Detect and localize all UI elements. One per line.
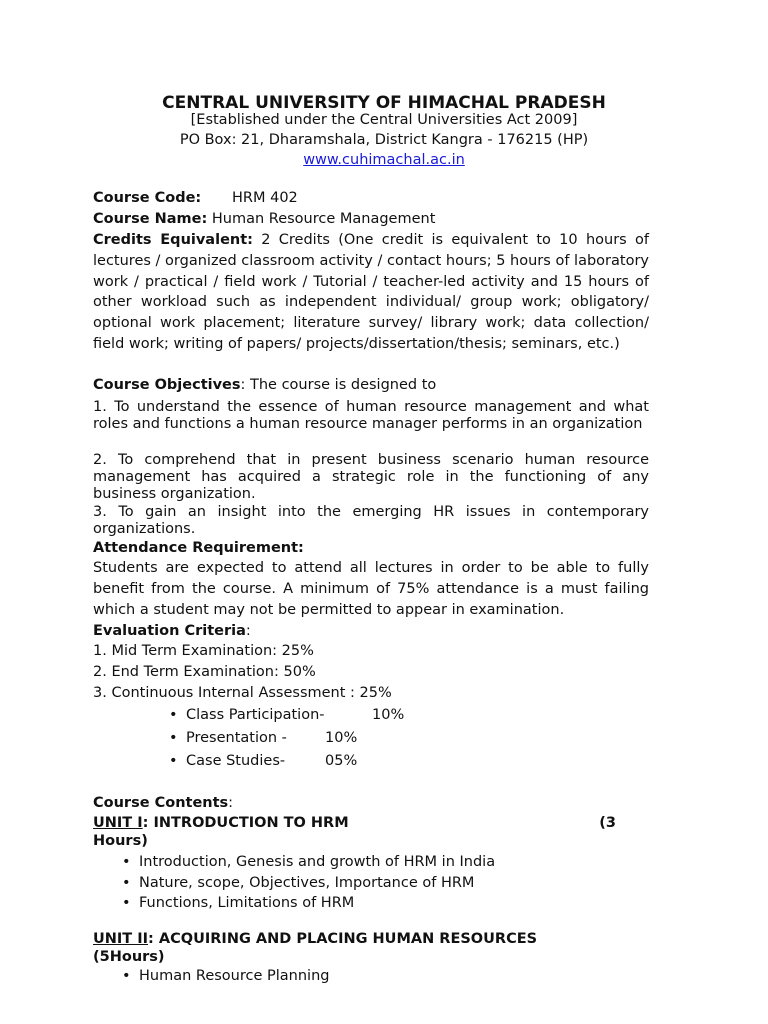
unit-1-hours-open: (3 bbox=[599, 815, 616, 831]
course-code-line bbox=[93, 188, 649, 209]
assessment-item: • Class Participation- 10% bbox=[186, 704, 404, 727]
course-code-label: Course Code: bbox=[93, 190, 202, 206]
unit-1-label: UNIT I bbox=[93, 815, 143, 831]
address-line: PO Box: 21, Dharamshala, District Kangra - 176215 (HP) bbox=[179, 132, 589, 148]
course-code-value: HRM 402 bbox=[232, 190, 298, 206]
assessment-item: • Presentation - 10% bbox=[186, 727, 404, 750]
evaluation-item: 1. Mid Term Examination: 25% bbox=[93, 643, 314, 659]
topic-item: • Introduction, Genesis and growth of HRM in India bbox=[139, 852, 495, 873]
objectives-label: Course Objectives bbox=[93, 377, 241, 393]
attendance-text: Students are expected to attend all lectures in order to be able to fully benefit from the course. A minimum of 75% attendance is a must failing which a student may not be permitted to appear in examination. bbox=[93, 560, 649, 618]
evaluation-label: Evaluation Criteria bbox=[93, 623, 246, 639]
evaluation-heading bbox=[93, 621, 649, 642]
unit-2-topics bbox=[139, 966, 329, 987]
contents-label: Course Contents bbox=[93, 795, 229, 811]
objectives-intro: : The course is designed to bbox=[240, 377, 437, 393]
assessment-item: • Case Studies- 05% bbox=[186, 750, 404, 773]
topic-item: • Human Resource Planning bbox=[139, 966, 329, 987]
unit-2-hours: (5Hours) bbox=[93, 949, 165, 965]
course-name-line bbox=[93, 209, 649, 230]
course-name-value: Human Resource Management bbox=[211, 211, 436, 227]
unit-1-topics bbox=[139, 852, 495, 914]
credits-paragraph bbox=[93, 230, 649, 355]
unit-1-heading bbox=[93, 814, 616, 850]
topic-item: • Functions, Limitations of HRM bbox=[139, 893, 495, 914]
evaluation-colon: : bbox=[245, 623, 251, 639]
website-link[interactable]: www.cuhimachal.ac.in bbox=[303, 152, 465, 168]
contents-heading bbox=[93, 793, 649, 814]
unit-1-title: : INTRODUCTION TO HRM bbox=[142, 815, 349, 831]
objectives-heading bbox=[93, 375, 649, 396]
website-line bbox=[0, 150, 768, 170]
objective-2: 2. To comprehend that in present business scenario human resource management has acquired a strategic role in the functioning of any business organization. bbox=[93, 452, 649, 502]
established-note: [Established under the Central Universities Act 2009] bbox=[190, 112, 578, 128]
topic-item: • Nature, scope, Objectives, Importance of HRM bbox=[139, 873, 495, 894]
university-title: CENTRAL UNIVERSITY OF HIMACHAL PRADESH bbox=[162, 93, 606, 113]
unit-2-label: UNIT II bbox=[93, 931, 149, 947]
unit-1-hours-close: Hours) bbox=[93, 833, 148, 849]
contents-colon: : bbox=[228, 795, 234, 811]
objective-3: 3. To gain an insight into the emerging HR issues in contemporary organizations. bbox=[93, 504, 649, 537]
evaluation-item: 2. End Term Examination: 50% bbox=[93, 664, 316, 680]
course-name-label: Course Name: bbox=[93, 211, 208, 227]
unit-2-heading bbox=[93, 930, 693, 966]
credits-text: 2 Credits (One credit is equivalent to 10 hours of lectures / organized classroom activity / contact hours; 5 hours of laboratory work / practical / field work / Tutorial / teacher-led activity and 15 hours of other workload such as independent individual/ group work; obligatory/ optional work placement; literature survey/ library work; data collection/ field work; writing of papers/ projects/dissertation/thesis; seminars, etc.) bbox=[93, 232, 649, 352]
evaluation-item: 3. Continuous Internal Assessment : 25% bbox=[93, 685, 392, 701]
objective-1: 1. To understand the essence of human resource management and what roles and functions a human resource manager performs in an organization bbox=[93, 399, 649, 432]
attendance-heading: Attendance Requirement: bbox=[93, 540, 304, 556]
evaluation-list bbox=[93, 641, 649, 704]
credits-label: Credits Equivalent: bbox=[93, 232, 253, 248]
unit-2-title: : ACQUIRING AND PLACING HUMAN RESOURCES bbox=[148, 931, 538, 947]
assessment-list bbox=[186, 704, 404, 773]
